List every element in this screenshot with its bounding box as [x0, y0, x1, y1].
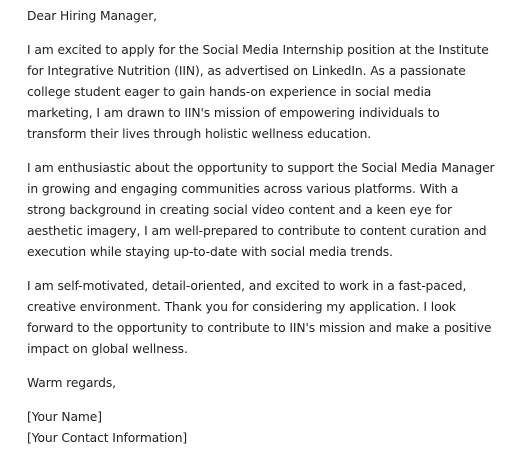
spacer: [27, 394, 497, 407]
salutation: Dear Hiring Manager,: [27, 9, 157, 23]
signature-name: [Your Name]: [27, 410, 102, 424]
cover-letter: [27, 6, 497, 449]
spacer: [27, 27, 497, 40]
paragraph-qualifications: I am enthusiastic about the opportunity to support the Social Media Manager in growing and engaging communities across various platforms. With a strong background in creating social video content and a keen eye for aesthetic imagery, I am well-prepared to contribute to content curation and execution while staying up-to-date with social media trends.: [27, 161, 495, 259]
spacer: [27, 263, 497, 276]
signature-contact: [Your Contact Information]: [27, 431, 188, 445]
closing-phrase: Warm regards,: [27, 376, 116, 390]
spacer: [27, 360, 497, 373]
paragraph-closing: I am self-motivated, detail-oriented, and excited to work in a fast-paced, creative environment. Thank you for considering my application. I look forward to the opportunity to contribute to IIN's mission and make a positive impact on global wellness.: [27, 279, 492, 356]
paragraph-intro: I am excited to apply for the Social Media Internship position at the Institute for Integrative Nutrition (IIN), as advertised on LinkedIn. As a passionate college student eager to gain hands-on experience in social media marketing, I am drawn to IIN's mission of empowering individuals to transform their lives through holistic wellness education.: [27, 43, 489, 141]
signature-block: [27, 407, 497, 449]
spacer: [27, 145, 497, 158]
